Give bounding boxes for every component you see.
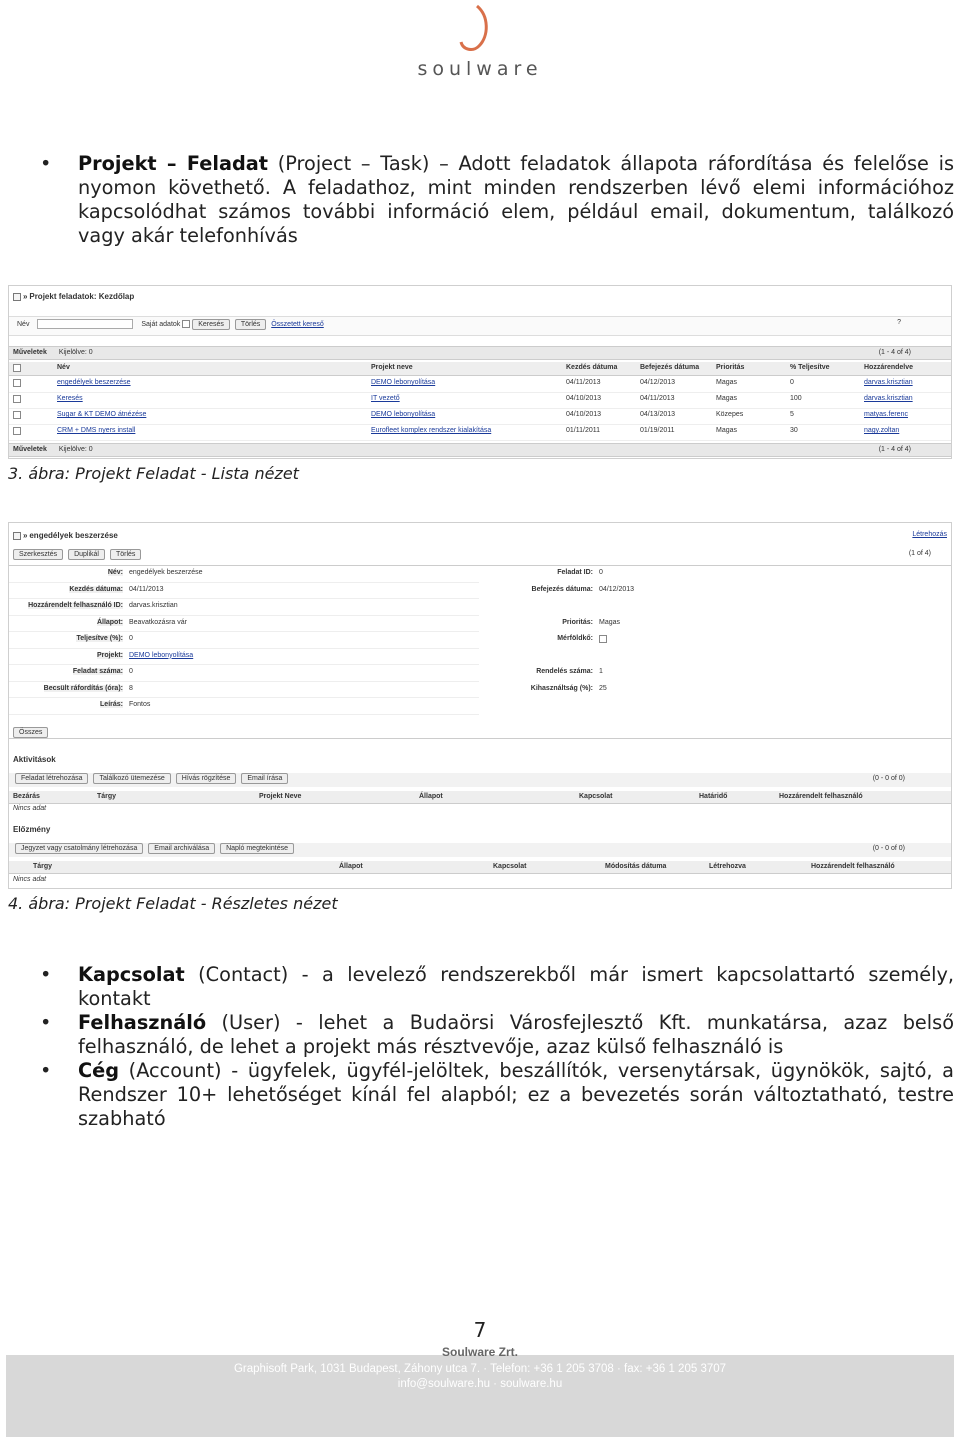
- advanced-search-link[interactable]: Összetett kereső: [271, 321, 324, 328]
- detail-field-value: darvas.krisztian: [129, 602, 178, 609]
- search-label: Név: [17, 321, 30, 328]
- bullet-kapcsolat: [40, 963, 954, 1011]
- create-task-button[interactable]: Feladat létrehozása: [15, 773, 88, 784]
- bullet-term: Cég: [78, 1059, 120, 1082]
- activities-header-row: [9, 791, 951, 804]
- bullet-text: (Project – Task) – Adott feladatok állapota ráfordítása és felelőse is nyomon követhető. A feladathoz, mint minden rendszerben lévő elemi információhoz kapcsolódhat számos további információ elem, például email, dokumentum, találkozó vagy akár telefonhívás: [78, 152, 954, 247]
- list-view-title: Projekt feladatok: Kezdőlap: [29, 292, 135, 301]
- duplicate-button[interactable]: Duplikál: [68, 549, 105, 560]
- assigned-user-link[interactable]: nagy.zoltan: [864, 427, 900, 434]
- detail-paging: (1 of 4): [908, 550, 931, 557]
- bullet-dot: •: [40, 1059, 52, 1082]
- actions-menu-bottom[interactable]: Műveletek: [13, 446, 47, 453]
- row-checkbox[interactable]: [13, 427, 21, 435]
- bullet-felhasznalo: [40, 1011, 954, 1059]
- tabs-bar: [9, 727, 951, 739]
- footer-bar: [6, 1345, 954, 1437]
- history-header: [9, 825, 951, 837]
- activities-title[interactable]: Aktivitások: [13, 755, 56, 764]
- col-complete[interactable]: % Teljesítve: [790, 364, 830, 371]
- detail-field-row: [9, 665, 479, 682]
- help-icon[interactable]: ?: [897, 319, 901, 326]
- detail-field-value: 0: [599, 569, 603, 576]
- detail-field-label: Feladat ID:: [557, 569, 593, 576]
- project-link[interactable]: DEMO lebonyolítása: [371, 379, 436, 386]
- own-items-checkbox[interactable]: [182, 320, 190, 328]
- detail-fields: [9, 565, 951, 717]
- detail-field-value: 04/11/2013: [129, 585, 164, 593]
- delete-button[interactable]: Törlés: [110, 549, 141, 560]
- footer-contact: info@soulware.hu · soulware.hu: [397, 1378, 563, 1390]
- project-link[interactable]: IT vezető: [371, 395, 400, 402]
- actions-bar: [9, 346, 951, 360]
- detail-field-label: Állapot:: [96, 618, 123, 626]
- history-toolbar: [9, 843, 951, 857]
- logo-text: soulware: [417, 58, 543, 80]
- bullet-dot: •: [40, 963, 52, 986]
- page-number: 7: [473, 1318, 487, 1342]
- soulware-logo: [380, 2, 580, 92]
- detail-field-value: 1: [599, 668, 603, 675]
- figure-caption-4: 4. ábra: Projekt Feladat - Részletes nézet: [8, 894, 338, 913]
- detail-field-value: Magas: [599, 618, 621, 626]
- detail-field-label: Leírás:: [100, 701, 123, 708]
- col-subject[interactable]: Tárgy: [33, 863, 53, 870]
- col-due[interactable]: Határidő: [699, 793, 728, 800]
- bullet-text: (Account) - ügyfelek, ügyfél-jelöltek, beszállítók, versenytársak, ügynökök, sajtó, a Rendszer 10+ lehetőséget kínál fel alapból; ez a bevezetés során változtatható, testre szabható: [78, 1059, 954, 1130]
- col-status[interactable]: Állapot: [339, 863, 363, 870]
- start-date: 01/11/2011: [566, 427, 600, 434]
- detail-field-label: Becsült ráfordítás (óra):: [43, 684, 123, 692]
- detail-field-row: [9, 616, 479, 633]
- detail-field-label: Rendelés száma:: [536, 668, 593, 675]
- col-start[interactable]: Kezdés dátuma: [566, 364, 618, 371]
- edit-button[interactable]: Szerkesztés: [13, 549, 63, 560]
- detail-field-value: 25: [599, 684, 607, 692]
- detail-field-row: [9, 649, 479, 666]
- start-date: 04/10/2013: [566, 411, 602, 418]
- col-modified[interactable]: Módosítás dátuma: [605, 863, 667, 870]
- end-date: 04/11/2013: [640, 395, 675, 402]
- actions-menu[interactable]: Műveletek: [13, 349, 47, 356]
- bullet-list-top: [40, 152, 954, 248]
- end-date: 04/13/2013: [640, 411, 676, 418]
- col-assigned[interactable]: Hozzárendelve: [864, 364, 914, 371]
- clear-button[interactable]: Törlés: [235, 319, 266, 330]
- select-all-checkbox[interactable]: [13, 364, 21, 372]
- col-status[interactable]: Állapot: [419, 793, 443, 800]
- col-created[interactable]: Létrehozva: [709, 863, 746, 870]
- create-link[interactable]: Létrehozás: [912, 531, 947, 538]
- col-project[interactable]: Projekt neve: [371, 364, 413, 371]
- assigned-user-link[interactable]: darvas.krisztian: [864, 379, 913, 386]
- task-name-link[interactable]: engedélyek beszerzése: [57, 379, 131, 386]
- detail-field-value: 0: [129, 635, 133, 642]
- figure-caption-3: 3. ábra: Projekt Feladat - Lista nézet: [8, 464, 299, 483]
- detail-field-label: Befejezés dátuma:: [531, 585, 593, 593]
- detail-field-row: [9, 566, 479, 583]
- history-paging: (0 - 0 of 0): [872, 845, 905, 852]
- detail-field-row: [9, 599, 479, 616]
- detail-field-row: [9, 583, 479, 600]
- table-row: [9, 425, 951, 441]
- bullet-ceg: [40, 1059, 954, 1131]
- percent-complete: 5: [790, 411, 794, 418]
- detail-field-row: [479, 632, 951, 649]
- assigned-user-link[interactable]: darvas.krisztian: [864, 395, 913, 402]
- detail-field-label: Kezdés dátuma:: [69, 585, 123, 593]
- list-view-titlebar: » Projekt feladatok: Kezdőlap: [9, 292, 951, 310]
- col-assigned-user[interactable]: Hozzárendelt felhasználó: [811, 863, 895, 870]
- detail-field-label: Mérföldkő:: [557, 635, 593, 642]
- detail-toolbar: [9, 549, 951, 563]
- detail-field-label: Kihasználtság (%):: [530, 684, 593, 692]
- start-date: 04/11/2013: [566, 379, 601, 386]
- priority: Közepes: [716, 411, 744, 418]
- end-date: 01/19/2011: [640, 427, 675, 434]
- row-checkbox[interactable]: [13, 411, 21, 419]
- detail-field-label: Projekt:: [96, 651, 123, 659]
- detail-title: engedélyek beszerzése: [29, 531, 118, 540]
- bullet-text: (Contact) - a levelező rendszerekből már ismert kapcsolattartó személy, kontakt: [78, 963, 954, 1010]
- detail-field-label: Teljesítve (%):: [76, 635, 123, 642]
- activities-toolbar: [9, 773, 951, 787]
- task-name-link[interactable]: Sugar & KT DEMO átnézése: [57, 411, 147, 418]
- col-assigned-user[interactable]: Hozzárendelt felhasználó: [779, 793, 863, 800]
- table-row: [9, 377, 951, 393]
- row-checkbox[interactable]: [13, 395, 21, 403]
- log-call-button[interactable]: Hívás rögzítése: [176, 773, 237, 784]
- priority: Magas: [716, 427, 738, 434]
- bullet-list-bottom: [40, 963, 954, 1131]
- col-project-name[interactable]: Projekt Neve: [259, 793, 302, 800]
- detail-field-value: engedélyek beszerzése: [129, 569, 203, 576]
- search-input[interactable]: [37, 319, 133, 329]
- detail-field-label: Prioritás:: [562, 618, 593, 626]
- col-subject[interactable]: Tárgy: [97, 793, 117, 800]
- detail-field-label: Feladat száma:: [72, 668, 123, 675]
- row-checkbox[interactable]: [13, 379, 21, 387]
- search-bar: [9, 316, 951, 336]
- archive-email-button[interactable]: Email archiválása: [148, 843, 215, 854]
- end-date: 04/12/2013: [640, 379, 676, 386]
- detail-field-value[interactable]: DEMO lebonyolítása: [129, 651, 194, 659]
- bullet-dot: •: [40, 1011, 52, 1034]
- detail-field-row: [9, 698, 479, 715]
- history-header-row: [9, 861, 951, 874]
- bullet-projekt-feladat: [40, 152, 954, 248]
- col-name[interactable]: Név: [57, 364, 70, 371]
- detail-field-row: [479, 616, 951, 633]
- selected-count: Kijelölve: 0: [58, 349, 93, 356]
- detail-field-value: 04/12/2013: [599, 585, 635, 593]
- project-link[interactable]: Eurofleet komplex rendszer kialakítása: [371, 427, 492, 434]
- view-log-button[interactable]: Napló megtekintése: [220, 843, 294, 854]
- detail-titlebar: » engedélyek beszerzése Létrehozás: [9, 531, 951, 547]
- paging-info: (1 - 4 of 4): [878, 349, 911, 356]
- selected-count-bottom: Kijelölve: 0: [58, 446, 93, 453]
- project-link[interactable]: DEMO lebonyolítása: [371, 411, 436, 418]
- col-contact[interactable]: Kapcsolat: [493, 863, 527, 870]
- footer-company: Soulware Zrt.: [441, 1345, 518, 1359]
- compose-email-button[interactable]: Email írása: [241, 773, 288, 784]
- priority: Magas: [716, 379, 738, 386]
- tab-all[interactable]: Összes: [13, 727, 48, 738]
- detail-field-row: [479, 583, 951, 600]
- detail-field-row: [479, 665, 951, 682]
- percent-complete: 30: [790, 427, 798, 434]
- own-items-label: Saját adatok: [141, 321, 181, 328]
- paging-info-bottom: (1 - 4 of 4): [878, 446, 911, 453]
- history-title[interactable]: Előzmény: [13, 825, 51, 834]
- activities-paging: (0 - 0 of 0): [872, 775, 905, 782]
- detail-field-label: Név:: [107, 569, 123, 576]
- detail-field-row: [479, 682, 951, 699]
- col-close[interactable]: Bezárás: [13, 793, 40, 800]
- list-view-screenshot: [8, 285, 952, 459]
- actions-bar-bottom: [9, 443, 951, 457]
- history-empty: Nincs adat: [13, 876, 47, 883]
- percent-complete: 0: [790, 379, 794, 386]
- footer-address: Graphisoft Park, 1031 Budapest, Záhony utca 7. · Telefon: +36 1 205 3708 · fax: +36 1 205 3707: [233, 1363, 727, 1375]
- module-icon: [13, 532, 21, 540]
- list-header-row: [9, 362, 951, 376]
- detail-field-row: [479, 566, 951, 583]
- page-footer: [0, 1318, 960, 1342]
- detail-field-value: 0: [129, 668, 133, 675]
- table-row: [9, 393, 951, 409]
- bullet-text: (User) - lehet a Budaörsi Városfejlesztő Kft. munkatársa, azaz belső felhasználó, de lehet a projekt más résztvevője, azaz külső felhasználó is: [78, 1011, 954, 1058]
- bullet-term: Felhasználó: [78, 1011, 207, 1034]
- detail-field-row: [9, 682, 479, 699]
- detail-view-screenshot: [8, 522, 952, 889]
- detail-field-label: Hozzárendelt felhasználó ID:: [28, 602, 123, 609]
- detail-field-value: Beavatkozásra vár: [129, 618, 187, 626]
- detail-field-value: Fontos: [129, 701, 151, 708]
- col-contact[interactable]: Kapcsolat: [579, 793, 613, 800]
- activities-empty: Nincs adat: [13, 805, 47, 812]
- start-date: 04/10/2013: [566, 395, 602, 402]
- bullet-term: Kapcsolat: [78, 963, 185, 986]
- detail-field-row: [9, 632, 479, 649]
- task-name-link[interactable]: Keresés: [57, 395, 83, 402]
- schedule-meeting-button[interactable]: Találkozó ütemezése: [93, 773, 170, 784]
- create-note-button[interactable]: Jegyzet vagy csatolmány létrehozása: [15, 843, 143, 854]
- priority: Magas: [716, 395, 738, 402]
- module-icon: [13, 293, 21, 301]
- logo-swoosh-icon: [455, 2, 505, 58]
- activities-header: [9, 755, 951, 767]
- detail-field-value: 8: [129, 684, 133, 692]
- table-row: [9, 409, 951, 425]
- task-name-link[interactable]: CRM + DMS nyers install: [57, 427, 136, 434]
- bullet-dot: •: [40, 152, 52, 175]
- search-button[interactable]: Keresés: [192, 319, 230, 330]
- milestone-checkbox[interactable]: [599, 635, 607, 643]
- assigned-user-link[interactable]: matyas.ferenc: [864, 411, 908, 418]
- col-end[interactable]: Befejezés dátuma: [640, 364, 700, 371]
- bullet-term: Projekt – Feladat: [78, 152, 268, 175]
- col-priority[interactable]: Prioritás: [716, 364, 745, 371]
- percent-complete: 100: [790, 395, 802, 402]
